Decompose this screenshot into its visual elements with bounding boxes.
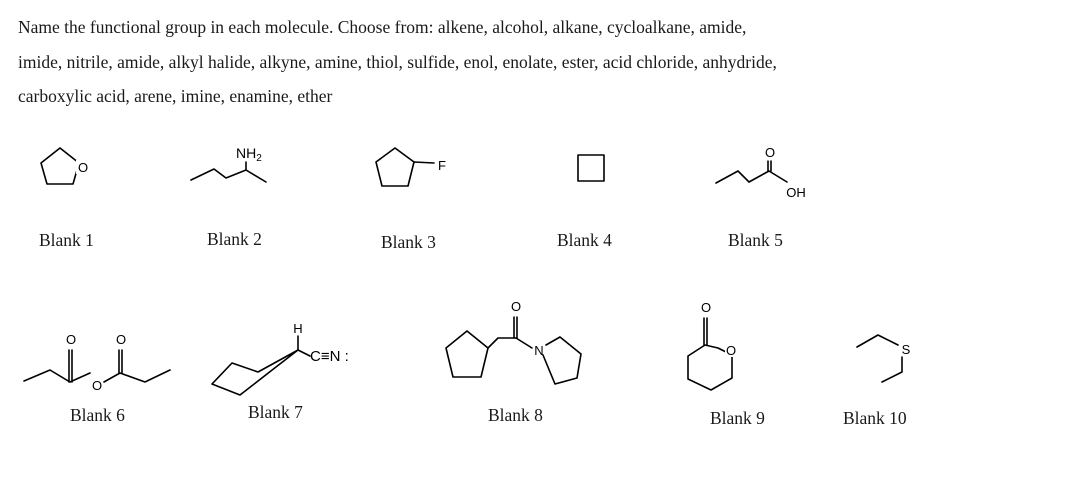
molecule-5-carbonyl-o-label: O [764, 145, 776, 160]
molecule-7-cn-bond [298, 350, 310, 356]
molecule-3-fluorine-label: F [438, 158, 446, 173]
blank-4[interactable]: Blank 4 [557, 230, 612, 250]
molecule-5 [716, 145, 806, 200]
molecule-1 [41, 148, 90, 184]
molecule-4-ring [578, 155, 604, 181]
molecule-1-oxygen-label: O [77, 160, 89, 175]
molecule-3 [376, 148, 446, 186]
molecule-8-linker [488, 338, 516, 348]
blank-6[interactable]: Blank 6 [70, 405, 125, 425]
molecule-2-chain [191, 169, 266, 182]
molecule-8 [446, 299, 581, 384]
molecule-9 [688, 300, 737, 390]
molecule-5-chain [716, 171, 787, 183]
molecule-6 [24, 332, 170, 393]
molecule-6-carbonyl-o1-label: O [65, 332, 77, 347]
question-line-2: imide, nitrile, amide, alkyl halide, alkyne, amine, thiol, sulfide, enol, enolate, ester, acid chloride, anhydride, [18, 51, 777, 72]
blank-8[interactable]: Blank 8 [488, 405, 543, 425]
blank-5[interactable]: Blank 5 [728, 230, 783, 250]
molecule-10 [857, 335, 911, 382]
blank-7[interactable]: Blank 7 [248, 402, 303, 422]
blank-9[interactable]: Blank 9 [710, 408, 765, 428]
blank-2[interactable]: Blank 2 [207, 229, 262, 249]
molecule-9-ring-o-label: O [725, 343, 737, 358]
molecule-2-amine-label: $NH_2$ [236, 145, 262, 164]
molecule-5-hydroxyl-label: OH [786, 185, 806, 200]
molecule-1-ring [41, 148, 79, 184]
molecule-2 [191, 145, 266, 182]
blank-10[interactable]: Blank 10 [843, 408, 907, 428]
molecule-10-sulfur-label: S [901, 342, 911, 357]
molecule-7-chair [212, 350, 298, 395]
molecule-8-cyclopentane [446, 331, 488, 377]
molecule-6-left-chain [24, 370, 90, 382]
molecule-7-hydrogen-label: H [293, 321, 303, 336]
molecule-10-chain-2 [882, 357, 902, 382]
molecule-7 [212, 321, 349, 395]
molecule-7-nitrile-label: C≡N : [310, 348, 349, 365]
molecule-8-oxygen-label: O [510, 299, 522, 314]
molecule-8-nitrogen-label: N [534, 343, 544, 358]
molecule-8-pyrrolidine [543, 337, 581, 384]
molecule-6-carbonyl-o2-label: O [115, 332, 127, 347]
blank-3[interactable]: Blank 3 [381, 232, 436, 252]
molecule-8-cn-bond [516, 338, 532, 348]
question-line-3: carboxylic acid, arene, imine, enamine, ether [18, 86, 333, 106]
molecule-3-f-bond [414, 162, 434, 163]
molecule-10-chain-1 [857, 335, 898, 347]
question-line-1: Name the functional group in each molecule. Choose from: alkene, alcohol, alkane, cycloalkane, amide, [18, 17, 747, 37]
molecule-6-bridge-o-label: O [91, 378, 103, 393]
blank-1[interactable]: Blank 1 [39, 230, 94, 250]
molecule-9-carbonyl-o-label: O [700, 300, 712, 315]
molecule-3-ring [376, 148, 414, 186]
molecule-6-right-chain [104, 370, 170, 382]
